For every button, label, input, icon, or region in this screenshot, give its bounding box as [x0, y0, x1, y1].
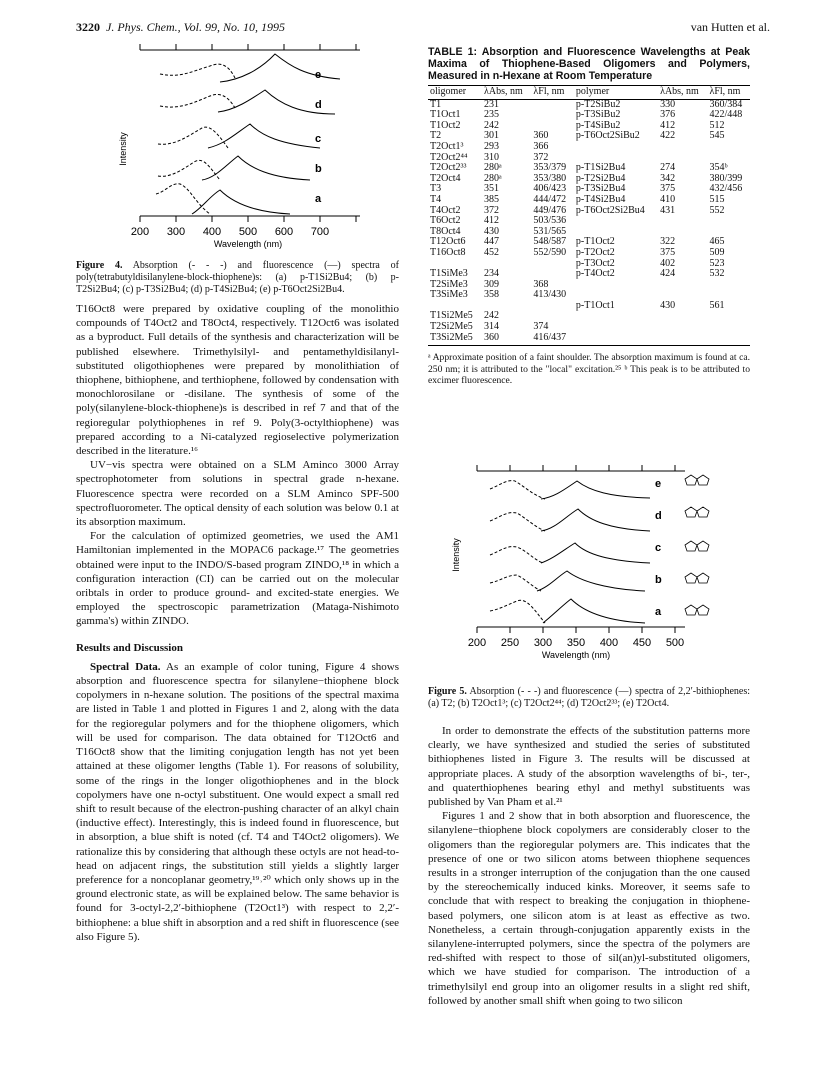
table-cell: p-T3Si2Bu4 — [575, 183, 626, 195]
table-cell: 552 — [709, 204, 725, 216]
paragraph-spectra: UV−vis spectra were obtained on a SLM Aminco 3000 Array spectrophotometer from solutions in spectral grade n-hexane. Fluorescence spectra were recorded on a SLM Aminco SPF-500 spectrofluorometer. The optical density of each solution was below 0.1 at its absorption maximum. — [76, 459, 399, 529]
table-cell: T2Oct1³ — [430, 140, 464, 152]
table-cell: 432/456 — [709, 183, 743, 195]
figure4-caption — [76, 260, 399, 296]
fig4-xtick: 700 — [310, 226, 330, 238]
fig5-absorption-c — [490, 547, 543, 563]
table-cell — [707, 322, 750, 333]
table-row — [428, 311, 750, 322]
table-cell: 360/384 — [709, 98, 743, 110]
table-row — [428, 248, 750, 259]
table-cell: 368 — [533, 278, 549, 290]
fig5-absorption-b — [490, 575, 541, 591]
table-cell: T3SiMe3 — [430, 289, 468, 301]
table-cell: 465 — [709, 236, 725, 248]
fig4-xtick: 500 — [238, 226, 258, 238]
fig5-absorption-a — [490, 600, 545, 623]
table-cell: 322 — [660, 236, 676, 248]
table-cell: 375 — [660, 183, 676, 195]
table-cell: 430 — [660, 299, 676, 311]
table-cell: 280ᵃ — [484, 162, 502, 174]
paragraph-copolymers: Figures 1 and 2 show that in both absorption and fluorescence, the silanylene−thiophene block copolymers are considerably closer to the oligomers than the regioregular polymers are. This indicates that the presence of one or two silicon atoms between thiophene sequences results in a stronger interruption of the conjugation than the one caused by the stereochemically induced kinks. Moreover, it seems safe to conclude that with respect to breaking the conjugation in thiophene-based polymers, one silicon atom is at least as effective as two. Nonetheless, a certain through-conjugation apparently exists in the silanylene-interrupted polymers, since the spectra of the polymers are red-shifted with respect to those of sil(an)yl-substituted oligomers, which we have studied for comparison. The introduction of a trimethylsilyl end group into an oligomer results in a slight red shift, followed by another small shift when going to two silicon — [428, 810, 750, 1007]
fig4-label-d: d — [315, 99, 322, 111]
table-cell — [658, 280, 707, 291]
paragraph-substitution: In order to demonstrate the effects of the substitution patterns more clearly, we have synthesized and studied the series of substituted bithiophenes listed in Figure 3. The results will be discussed at appropriate places. A study of the absorption wavelengths of bi-, ter-, and quaterthiophenes bearing ethyl and methyl substituents was published by Van Pham et al.²¹ — [428, 725, 750, 809]
table1-header: oligomer — [428, 86, 482, 100]
table-cell: 406/423 — [533, 183, 567, 195]
table-cell: p-T4Oct2 — [575, 268, 615, 280]
fig5-xtick: 400 — [599, 637, 619, 649]
table-cell: 351 — [484, 183, 500, 195]
table-cell: T1Oct1 — [430, 109, 461, 121]
table-cell — [707, 311, 750, 322]
fig5-label-d: d — [655, 510, 662, 522]
table-cell: 274 — [660, 162, 676, 174]
fig4-fluorescence-c — [208, 124, 320, 148]
table1-body — [428, 99, 750, 346]
subsection-lead: Spectral Data. — [90, 660, 161, 673]
table-cell: 314 — [484, 321, 500, 333]
table-cell — [658, 216, 707, 227]
table-cell: T2Oct2⁴⁴ — [430, 151, 468, 163]
table-row — [428, 131, 750, 142]
table-cell: T1Oct2 — [430, 119, 461, 131]
fig4-xtick: 200 — [130, 226, 150, 238]
table-row — [428, 216, 750, 227]
table-cell: 412 — [484, 215, 500, 227]
table-cell — [658, 311, 707, 322]
table-cell: 310 — [484, 151, 500, 163]
fig4-xtick: 600 — [274, 226, 294, 238]
table-cell — [574, 333, 658, 346]
journal-citation: J. Phys. Chem., Vol. 99, No. 10, 1995 — [106, 20, 285, 34]
fig4-fluorescence-b — [202, 156, 310, 180]
fig5-xtick: 500 — [665, 637, 685, 649]
table-cell: T2 — [430, 130, 442, 142]
left-column — [76, 302, 399, 944]
table-cell: 447 — [484, 236, 500, 248]
table-cell: 231 — [484, 98, 500, 110]
table-cell: 552/590 — [533, 246, 567, 258]
table-cell — [531, 259, 573, 270]
table1-footnote: ᵃ Approximate position of a faint shoulder. The absorption maximum is found at ca. 250 nm; it is attributed to the "local" excitation.²⁵ ᵇ This peak is to be attributed to excimer fluorescence. — [428, 352, 750, 387]
table-cell: 234 — [484, 268, 500, 280]
fig5-absorption-e — [490, 481, 545, 499]
table-row — [428, 280, 750, 291]
table-cell: 342 — [660, 172, 676, 184]
table-cell: T3 — [430, 183, 442, 195]
table-cell: 413/430 — [533, 289, 567, 301]
fig4-absorption-a — [156, 184, 210, 214]
table-cell: 430 — [484, 225, 500, 237]
table-cell — [658, 142, 707, 153]
table-cell: 449/476 — [533, 204, 567, 216]
table-cell: 280ᵃ — [484, 172, 502, 184]
table-cell: T16Oct8 — [430, 246, 466, 258]
table-cell: 416/437 — [531, 333, 573, 346]
table-cell: 402 — [660, 257, 676, 269]
paragraph-synthesis: T16Oct8 were prepared by oxidative coupling of the monolithio compounds of T4Oct2 and T8Oct4, respectively. T12Oct6 was isolated as a byproduct. Full details of the synthesis and characterization will be published elsewhere. Trimethylsilyl- and pentamethyldisilanyl-substituted oligothiophenes were prepared by monolithiation of thiophene, bithiophene, and terthiophene, followed by condensation with monochlorosilane or -disilane. The synthesis of some of the poly(silanylene-block-thiophene)s is described in ref 7 and that of the regioregular polythiophenes in ref 9. Poly(3-octylthiophene) was prepared according to a Ni-catalyzed regioselective polymerization described in the literature.¹⁶ — [76, 303, 399, 458]
table-cell — [707, 142, 750, 153]
figure5-plot — [445, 465, 730, 675]
table-cell: 372 — [484, 204, 500, 216]
figure5-caption-text: Absorption (- - -) and fluorescence (—) spectra of 2,2′-bithiophenes: (a) T2; (b) T2Oct1³; (c) T2Oct2⁴⁴; (d) T2Oct2³³; (e) T2Oct4. — [428, 686, 750, 709]
table-cell: p-T1Oct1 — [575, 299, 615, 311]
table-cell: 366 — [533, 140, 549, 152]
fig5-label-c: c — [655, 542, 662, 554]
table1-header: λAbs, nm — [482, 86, 531, 100]
table1-header: λAbs, nm — [658, 86, 707, 100]
table-cell — [574, 216, 658, 227]
fig4-label-b: b — [315, 163, 322, 175]
table1 — [428, 85, 750, 346]
section-heading: Results and Discussion — [76, 641, 183, 654]
table-cell: 385 — [484, 193, 500, 205]
table-cell: 424 — [660, 268, 676, 280]
table-cell: 444/472 — [533, 193, 567, 205]
table1-header: λFl, nm — [531, 86, 573, 100]
fig4-fluorescence-a — [192, 190, 290, 214]
table-cell: p-T6Oct2Si2Bu4 — [575, 204, 645, 216]
table-cell — [658, 322, 707, 333]
table-row — [428, 206, 750, 217]
fig4-label-c: c — [315, 133, 322, 145]
table1-block — [428, 46, 750, 386]
fig4-fluorescence-e — [220, 54, 340, 82]
fig5-label-a: a — [655, 606, 662, 618]
table-row — [428, 269, 750, 280]
table-cell: T2Oct2³³ — [430, 162, 467, 174]
fig5-fluorescence-a — [543, 599, 645, 623]
table-cell: 301 — [484, 130, 500, 142]
running-header-authors: van Hutten et al. — [690, 20, 770, 34]
table-cell: 523 — [709, 257, 725, 269]
table-cell: 293 — [484, 140, 500, 152]
table-cell: 360 — [533, 130, 549, 142]
table-cell: 354ᵇ — [709, 162, 728, 174]
table-row — [428, 322, 750, 333]
table-cell: 353/380 — [533, 172, 567, 184]
table-cell — [531, 110, 573, 121]
fig5-fluorescence-e — [541, 481, 650, 499]
table-cell: 512 — [709, 119, 725, 131]
table-cell: T3Si2Me5 — [428, 333, 482, 346]
fig4-xlabel: Wavelength (nm) — [213, 239, 283, 249]
fig5-fluorescence-d — [541, 509, 650, 531]
table-cell: 509 — [709, 246, 725, 258]
table-cell: 452 — [484, 246, 500, 258]
fig4-xtick: 300 — [166, 226, 186, 238]
table-cell: 412 — [660, 119, 676, 131]
table-cell: 515 — [709, 193, 725, 205]
fig5-xtick: 200 — [467, 637, 487, 649]
table-cell: 374 — [533, 321, 549, 333]
paragraph-spectral-data: As an example of color tuning, Figure 4 shows absorption and fluorescence spectra for silanylene−thiophene block copolymers in n-hexane solution. The positions of the spectral maxima are listed in Table 1 and plotted in Figures 1 and 2, along with the data for the regioregular polymers and for the thiophene oligomers, which will be used for comparison. The data obtained for T12Oct6 and T16Oct8 show that the limiting conjugation length has not yet been attained at these oligomer lengths (Table 1). For reasons of solubility, some of the rings in the longer oligothiophenes and in the block copolymers have one n-octyl substituent. One would expect a small red shift to result because of the electron-pushing character of an alkyl chain (inductive effect). Interestingly, this is indeed found in fluorescence, but in absorption, a blue shift is noted (cf. T4 and T4Oct2 oligomers). We rationalize this by considering that although these octyls are not head-to-head on adjacent rings, the substitution still yields a slightly larger preference for a noncoplanar geometry,¹⁹˒²⁰ which only shows up in the ground electronic state, as will be explained below. The same behavior is found for 3-octyl-2,2′-bithiophene (T2Oct1³) with respect to 2,2′-bithiophene: a blue shift in absorption and a red shift in fluorescence (see also Figure 5). — [76, 660, 399, 943]
table-cell: T2Si2Me5 — [430, 321, 473, 333]
table-row — [428, 333, 750, 346]
table-cell: 532 — [709, 268, 725, 280]
fig5-label-e: e — [655, 478, 662, 490]
fig4-xtick: 400 — [202, 226, 222, 238]
table-cell: 242 — [484, 119, 500, 131]
table-cell: 548/587 — [533, 236, 567, 248]
table-cell — [707, 333, 750, 346]
table-row — [428, 142, 750, 153]
table-row — [428, 301, 750, 312]
figure4-caption-label: Figure 4. — [76, 260, 123, 271]
table-cell — [574, 322, 658, 333]
table-cell: 531/565 — [533, 225, 567, 237]
fig5-absorption-d — [490, 513, 545, 531]
table-cell — [531, 301, 573, 312]
fig5-ylabel: Intensity — [451, 538, 461, 572]
table-cell: p-T2SiBu2 — [575, 98, 621, 110]
table-cell: 422/448 — [709, 109, 743, 121]
table-cell: p-T2Oct2 — [575, 246, 615, 258]
table-cell: 242 — [484, 310, 500, 322]
figure4-caption-text: Absorption (- - -) and fluorescence (—) spectra of poly(tetrabutyldisilanylene-block-thiophene)s: (a) p-T1Si2Bu4; (b) p-T2Si2Bu4; (c) p-T3Si2Bu4; (d) p-T4Si2Bu4; (e) p-T6Oct2Si2Bu4. — [76, 260, 399, 295]
table-cell: 376 — [660, 109, 676, 121]
right-column — [428, 724, 750, 1008]
table-cell: 353/379 — [533, 162, 567, 174]
table-cell: p-T3SiBu2 — [575, 109, 621, 121]
table-cell — [707, 216, 750, 227]
table-cell: T6Oct2 — [430, 215, 461, 227]
table-cell: 358 — [484, 289, 500, 301]
bithiophene-structure-icon — [685, 475, 709, 615]
table-cell: 235 — [484, 109, 500, 121]
table1-header: polymer — [574, 86, 658, 100]
running-header — [76, 20, 285, 35]
table-cell: T1 — [430, 98, 442, 110]
fig4-absorption-d — [160, 95, 235, 109]
table1-title: TABLE 1: Absorption and Fluorescence Wavelengths at Peak Maxima of Thiophene-Based Oligomers and Polymers, Measured in n-Hexane at Room Temperature — [428, 46, 750, 82]
figure5-caption-label: Figure 5. — [428, 686, 467, 697]
table-cell — [574, 142, 658, 153]
table-cell: 410 — [660, 193, 676, 205]
table-cell: 561 — [709, 299, 725, 311]
table-cell: p-T2Si2Bu4 — [575, 172, 626, 184]
table-cell: T4 — [430, 193, 442, 205]
fig5-fluorescence-b — [537, 571, 645, 591]
table-cell: p-T6Oct2SiBu2 — [575, 130, 640, 142]
table-cell: T1SiMe3 — [430, 268, 468, 280]
table-cell: 330 — [660, 98, 676, 110]
fig5-xtick: 350 — [566, 637, 586, 649]
table-cell: T12Oct6 — [430, 236, 466, 248]
table-cell: 309 — [484, 278, 500, 290]
figure4-plot — [110, 44, 370, 259]
table-cell: p-T4SiBu2 — [575, 119, 621, 131]
table-cell: T2Oct4 — [430, 172, 461, 184]
table-cell: 372 — [533, 151, 549, 163]
fig5-xtick: 250 — [500, 637, 520, 649]
table-row — [428, 195, 750, 206]
table-cell: T8Oct4 — [430, 225, 461, 237]
table-cell: T2SiMe3 — [430, 278, 468, 290]
figure5-caption — [428, 686, 750, 710]
fig5-xlabel: Wavelength (nm) — [541, 650, 611, 660]
paragraph-calculation: For the calculation of optimized geometries, we used the AM1 Hamiltonian implemented in the MOPAC6 package.¹⁷ The geometries obtained were input to the INDO/S-based program ZINDO,¹⁸ in which a configuration interaction (CI) can be carried out on the molecular oribtals in order to produce ground- and excited-state energies. We employed the spectroscopic parametrization (Mataga-Nishimoto gamma's) within ZINDO. — [76, 530, 399, 628]
table-cell: T4Oct2 — [430, 204, 461, 216]
fig4-label-a: a — [315, 193, 322, 205]
table-cell: 545 — [709, 130, 725, 142]
fig5-fluorescence-c — [541, 543, 650, 563]
fig4-label-e: e — [315, 69, 322, 81]
table-cell — [531, 99, 573, 110]
table-cell — [574, 280, 658, 291]
table-cell — [658, 333, 707, 346]
fig4-ylabel: Intensity — [118, 132, 128, 166]
page-number: 3220 — [76, 20, 100, 34]
table-cell: 375 — [660, 246, 676, 258]
table-cell: p-T1Si2Bu4 — [575, 162, 626, 174]
table-cell: p-T3Oct2 — [575, 257, 615, 269]
table-cell — [574, 311, 658, 322]
table-cell — [707, 280, 750, 291]
fig5-xtick: 300 — [533, 637, 553, 649]
table-cell: 380/399 — [709, 172, 743, 184]
fig5-label-b: b — [655, 574, 662, 586]
table-cell: 360 — [482, 333, 531, 346]
fig4-absorption-e — [160, 64, 235, 78]
table-cell: 422 — [660, 130, 676, 142]
table1-header: λFl, nm — [707, 86, 750, 100]
table-cell: 431 — [660, 204, 676, 216]
table-cell: T1Si2Me5 — [430, 310, 473, 322]
table-cell: p-T1Oct2 — [575, 236, 615, 248]
fig5-xtick: 450 — [632, 637, 652, 649]
table-cell: p-T4Si2Bu4 — [575, 193, 626, 205]
table-cell: 503/536 — [533, 215, 567, 227]
